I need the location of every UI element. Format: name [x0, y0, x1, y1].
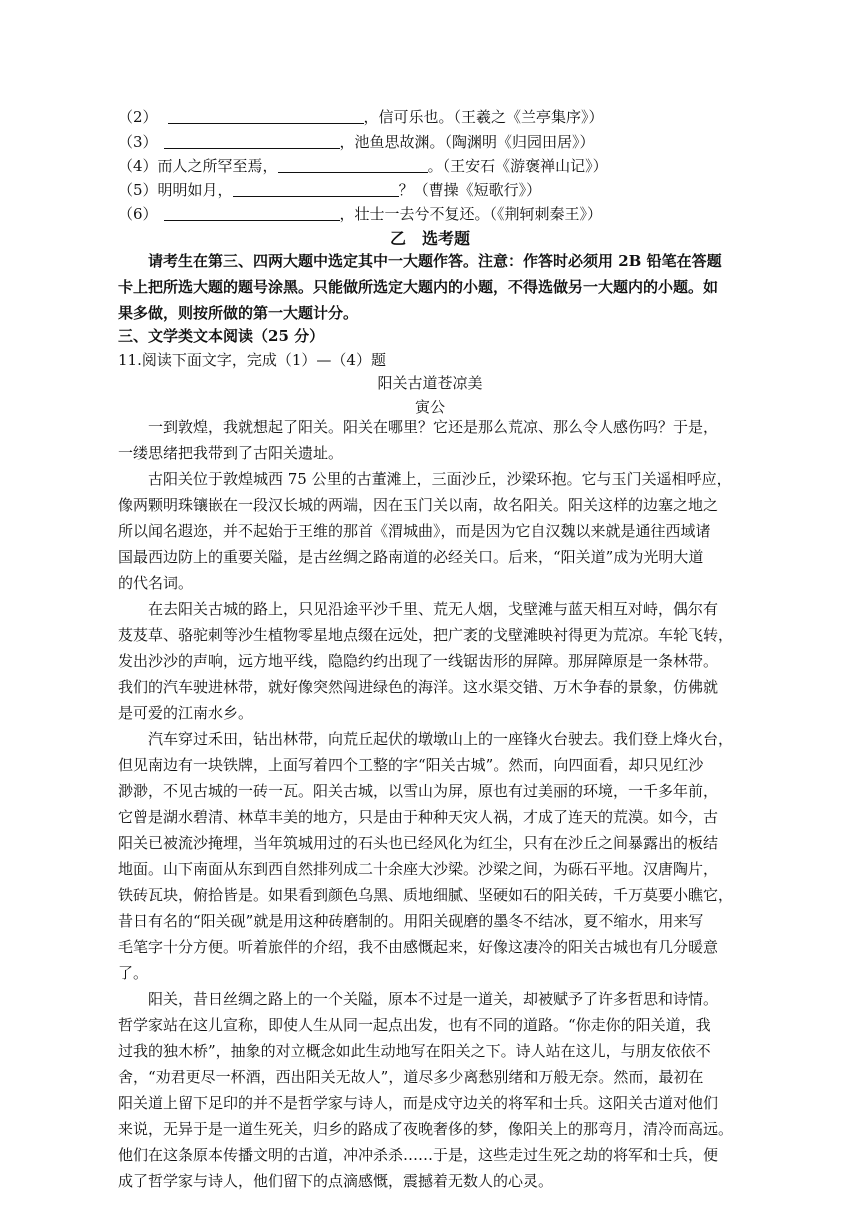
fill-blank-item-4 [118, 155, 608, 176]
paragraph-line: 他们在这条原本传播文明的古道，冲冲杀杀……于是，这些走过生死之劫的将军和士兵，便 [118, 1146, 719, 1164]
part-heading: 三、文学类文本阅读（25 分） [118, 327, 325, 345]
item-suffix: ，信可乐也。（王羲之《兰亭集序》） [363, 108, 604, 126]
instruction-line: 卡上把所选大题的题号涂黑。只能做所选定大题内的小题，不得选做另一大题内的小题。如 [118, 278, 719, 296]
item-suffix: ？（曹操《短歌行》） [398, 181, 542, 199]
paragraph-line: 芨芨草、骆驼刺等沙生植物零星地点缀在远处，把广袤的戈壁滩映衬得更为荒凉。车轮飞转， [118, 626, 734, 644]
paragraph-line: 国最西边防上的重要关隘，是古丝绸之路南道的必经关口。后来，“阳关道”成为光明大道 [118, 548, 704, 566]
answer-blank[interactable] [164, 133, 340, 149]
paragraph-line: 成了哲学家与诗人，他们留下的点滴感慨，震撼着无数人的心灵。 [118, 1172, 554, 1190]
article-paragraph-3 [118, 596, 740, 726]
instruction-line: 果多做，则按所做的第一大题计分。 [118, 304, 359, 322]
instruction-line: 请考生在第三、四两大题中选定其中一大题作答。注意：作答时必须用 2B 铅笔在答题 [148, 252, 722, 270]
article-paragraph-4 [118, 726, 740, 986]
paragraph-line: 发出沙沙的声响，远方地平线，隐隐约约出现了一线锯齿形的屏障。那屏障原是一条林带。 [118, 652, 719, 670]
paragraph-line: 昔日有名的“阳关砚”就是用这种砖磨制的。用阳关砚磨的墨冬不结冰，夏不缩水，用来写 [118, 912, 704, 930]
paragraph-line: 铁砖瓦块，俯拾皆是。如果看到颜色乌黑、质地细腻、坚硬如石的阳关砖，千万莫要小瞧它， [118, 886, 734, 904]
item-prefix: 而人之所罕至焉， [157, 157, 278, 175]
article-paragraph-1 [118, 414, 740, 466]
fill-blank-item-2 [118, 106, 604, 127]
paragraph-line: 地面。山下南面从东到西自然排列成二十余座大沙梁。沙梁之间，为砾石平地。汉唐陶片， [118, 860, 719, 878]
item-number: （6） [118, 205, 158, 223]
paragraph-line: 所以闻名遐迩，并不起始于王维的那首《渭城曲》，而是因为它自汉魏以来就是通往西域诸 [118, 522, 711, 540]
answer-blank[interactable] [168, 108, 364, 124]
item-number: （2） [118, 108, 158, 126]
paragraph-line: 但见南边有一块铁牌，上面写着四个工整的字“阳关古城”。然而，向四面看，却只见红沙 [118, 756, 704, 774]
paragraph-line: 一缕思绪把我带到了古阳关遗址。 [118, 444, 344, 462]
fill-blank-item-6 [118, 203, 602, 224]
article-paragraph-5 [118, 986, 740, 1194]
instructions [118, 248, 740, 326]
paragraph-line: 是可爱的江南水乡。 [118, 704, 254, 722]
paragraph-line: 渺渺，不见古城的一砖一瓦。阳关古城，以雪山为屏，原也有过美丽的环境，一千多年前， [118, 782, 719, 800]
paragraph-line: 毛笔字十分方便。听着旅伴的介绍，我不由感慨起来，好像这凄冷的阳关古城也有几分暖意 [118, 938, 719, 956]
article-title: 阳关古道苍凉美 [377, 374, 483, 392]
paragraph-line: 过我的独木桥”，抽象的对立概念如此生动地写在阳关之下。诗人站在这儿，与朋友依依不 [118, 1042, 711, 1060]
item-number: （5） [118, 181, 158, 199]
paragraph-line: 一到敦煌，我就想起了阳关。阳关在哪里？它还是那么荒凉、那么令人感伤吗？于是， [148, 418, 719, 436]
paragraph-line: 阳关道上留下足印的并不是哲学家与诗人，而是戍守边关的将军和士兵。这阳关古道对他们 [118, 1094, 719, 1112]
answer-blank[interactable] [233, 181, 399, 197]
item-suffix: ，壮士一去兮不复还。（《荆轲刺秦王》） [339, 205, 603, 223]
article-author: 寅公 [414, 398, 445, 416]
paragraph-line: 了。 [118, 964, 149, 982]
paragraph-line: 的代名词。 [118, 574, 194, 592]
answer-blank[interactable] [164, 205, 340, 221]
question-prompt: 11.阅读下面文字，完成（1）—（4）题 [118, 351, 386, 369]
article-paragraph-2 [118, 466, 740, 596]
paragraph-line: 在去阳关古城的路上，只见沿途平沙千里、荒无人烟，戈壁滩与蓝天相互对峙，偶尔有 [148, 600, 719, 618]
answer-blank[interactable] [278, 157, 428, 173]
paragraph-line: 舍，“劝君更尽一杯酒，西出阳关无故人”，道尽多少离愁别绪和万般无奈。然而，最初在 [118, 1068, 704, 1086]
paragraph-line: 哲学家站在这儿宣称，即使人生从同一起点出发，也有不同的道路。“你走你的阳关道，我 [118, 1016, 711, 1034]
paragraph-line: 我们的汽车驶进林带，就好像突然闯进绿色的海洋。这水渠交错、万木争春的景象，仿佛就 [118, 678, 719, 696]
paragraph-line: 它曾是湖水碧清、林草丰美的地方，只是由于种种天灾人祸，才成了连天的荒漠。如今，古 [118, 808, 719, 826]
paragraph-line: 来说，无异于是一道生死关，归乡的路成了夜晚奢侈的梦，像阳关上的那弯月，清冷而高远。 [118, 1120, 734, 1138]
section-title: 乙 选考题 [389, 229, 470, 248]
item-prefix: 明明如月， [157, 181, 233, 199]
paragraph-line: 阳关，昔日丝绸之路上的一个关隘，原本不过是一道关，却被赋予了许多哲思和诗情。 [148, 990, 719, 1008]
fill-blank-item-3 [118, 131, 595, 152]
paragraph-line: 阳关已被流沙掩埋，当年筑城用过的石头也已经风化为红尘，只有在沙丘之间暴露出的板结 [118, 834, 719, 852]
item-suffix: ，池鱼思故渊。（陶渊明《归园田居》） [339, 133, 595, 151]
item-suffix: 。（王安石《游褒禅山记》） [427, 157, 608, 175]
fill-blank-item-5 [118, 179, 541, 200]
item-number: （4） [118, 157, 158, 175]
item-number: （3） [118, 133, 158, 151]
paragraph-line: 古阳关位于敦煌城西 75 公里的古董滩上，三面沙丘，沙梁环抱。它与玉门关遥相呼应， [148, 470, 732, 488]
paragraph-line: 像两颗明珠镶嵌在一段汉长城的两端，因在玉门关以南，故名阳关。阳关这样的边塞之地之 [118, 496, 719, 514]
paragraph-line: 汽车穿过禾田，钻出林带，向荒丘起伏的墩墩山上的一座锋火台驶去。我们登上烽火台， [148, 730, 734, 748]
